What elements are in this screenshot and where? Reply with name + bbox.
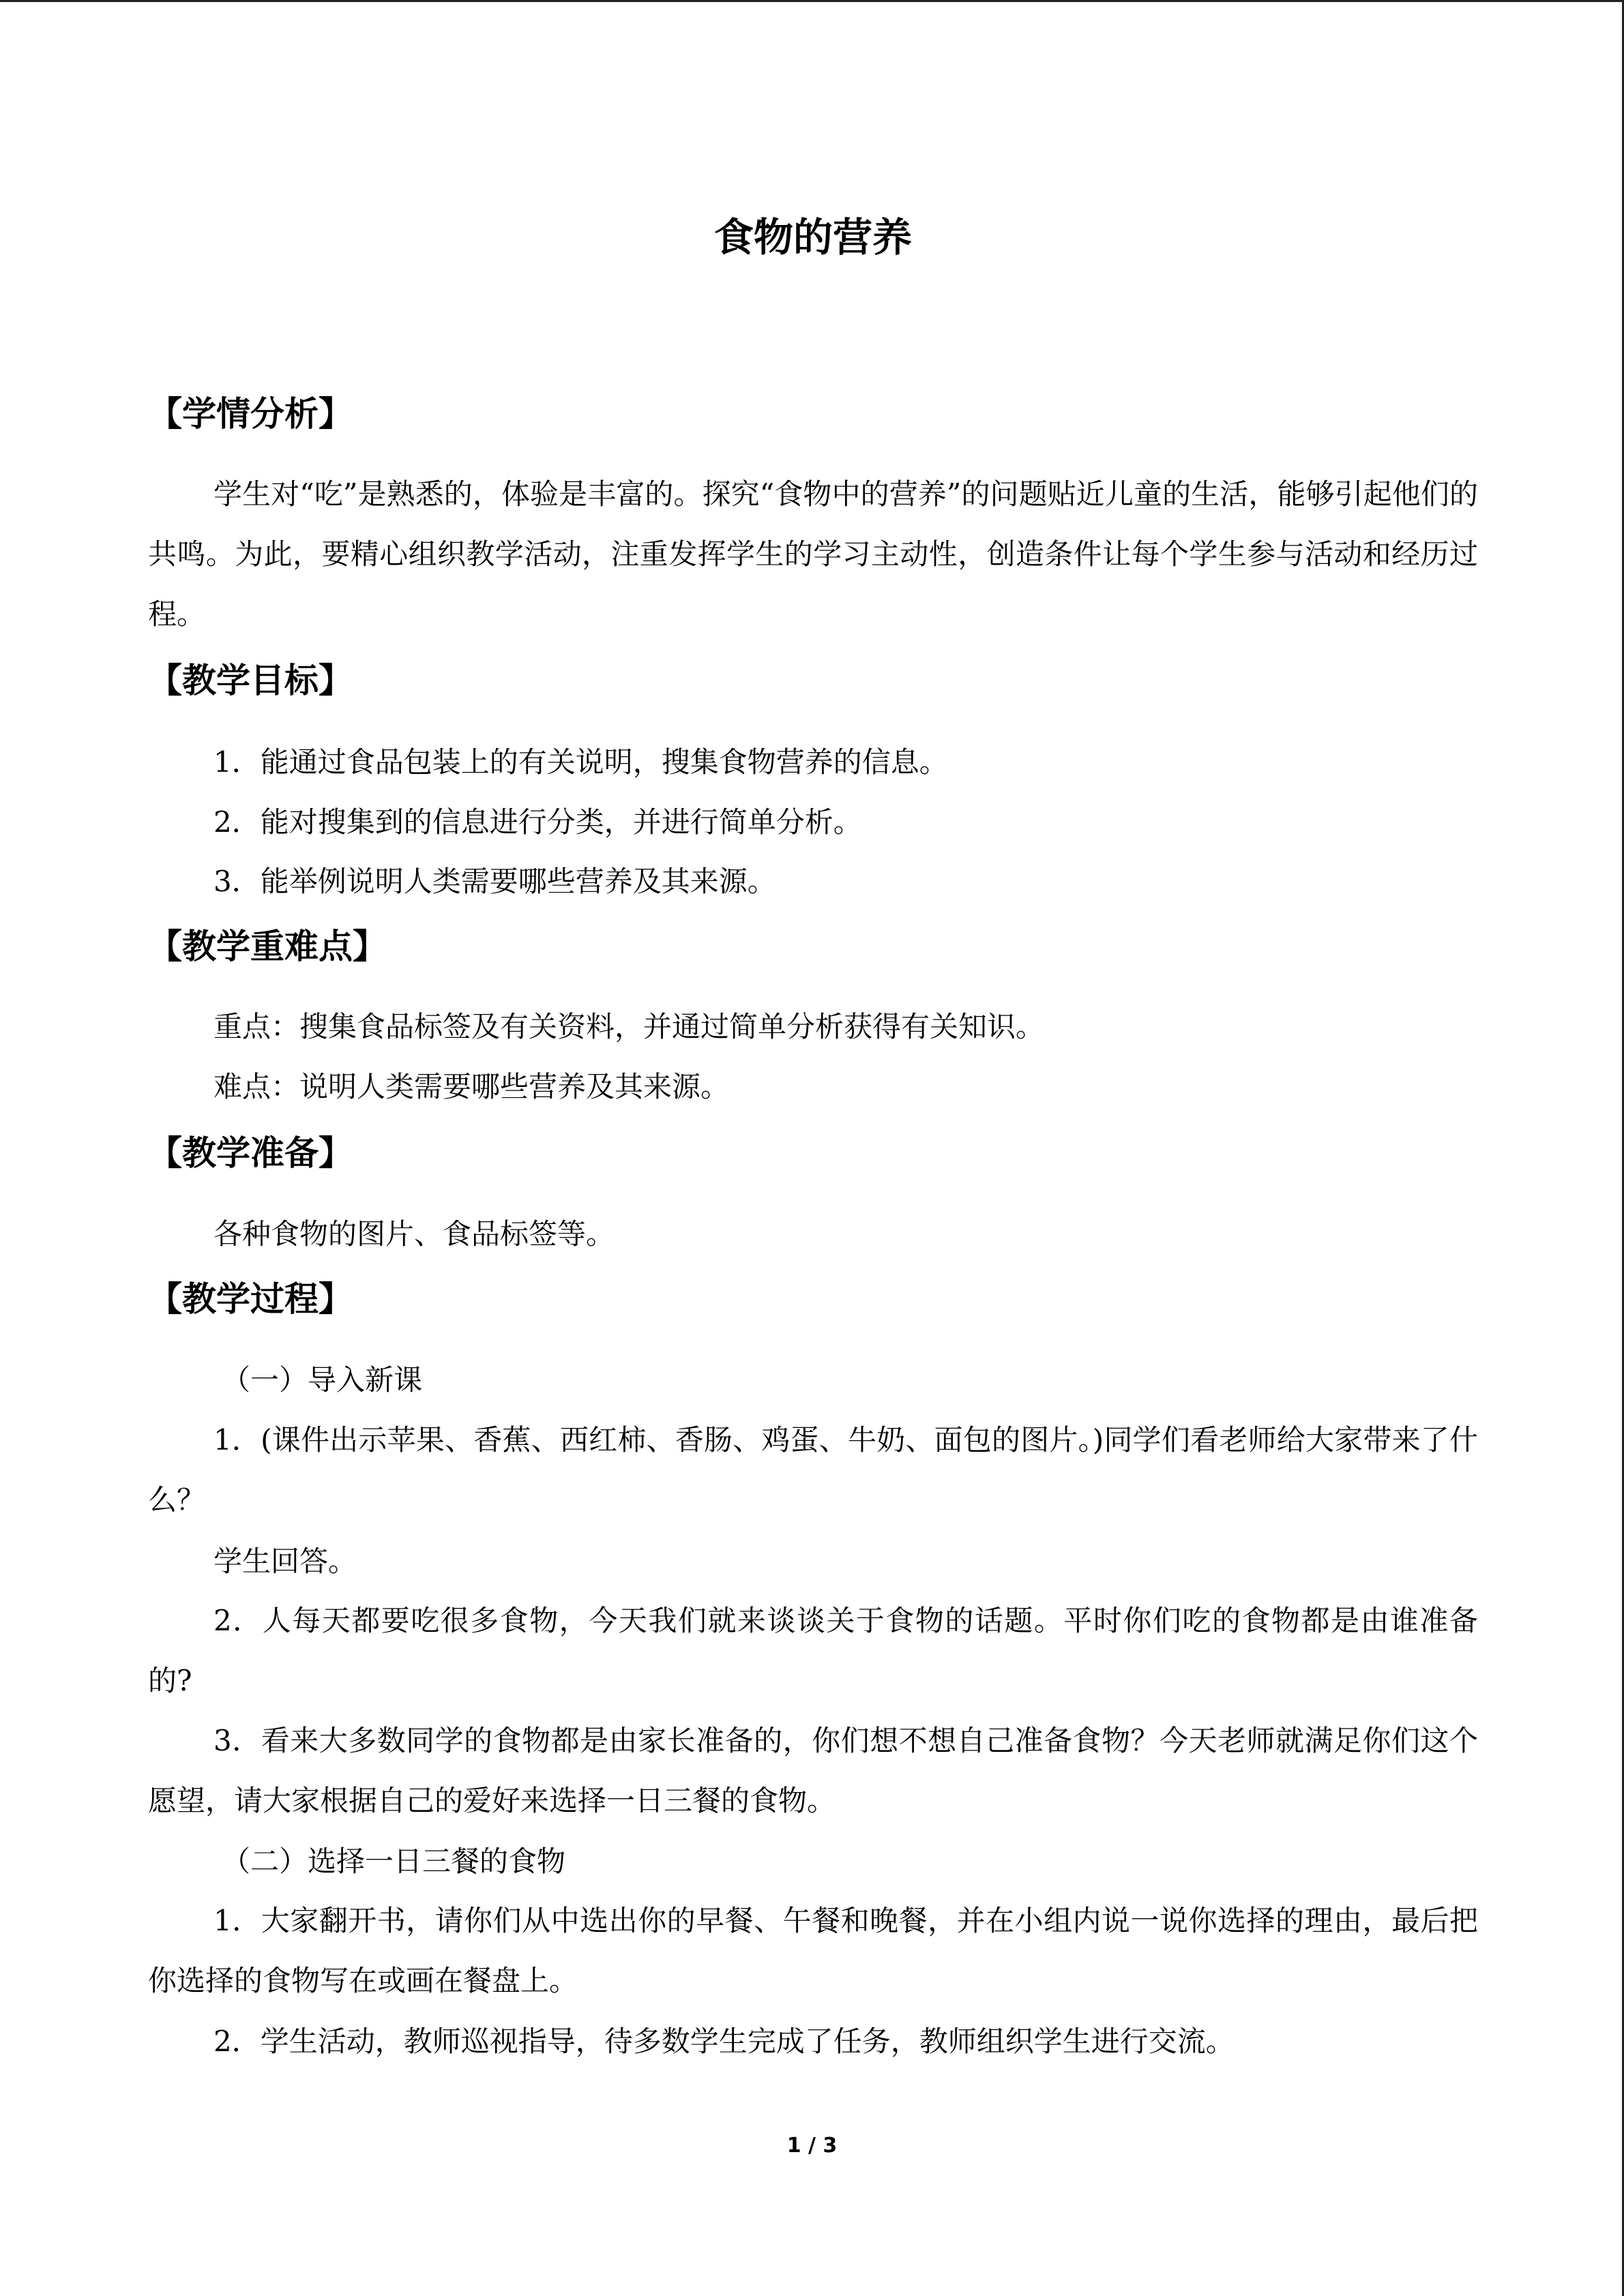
- process-paragraph-5: 1．大家翻开书，请你们从中选出你的早餐、午餐和晚餐，并在小组内说一说你选择的理由，最后把你选择的食物写在或画在餐盘上。: [148, 1904, 1478, 1997]
- heading-goals: 【教学目标】: [148, 661, 353, 700]
- goal-item-1: 1．能通过食品包装上的有关说明，搜集食物营养的信息。: [213, 745, 948, 779]
- process-paragraph-3: 2．人每天都要吃很多食物，今天我们就来谈谈关于食物的话题。平时你们吃的食物都是由谁准备的?: [148, 1604, 1478, 1697]
- preparation-text: 各种食物的图片、食品标签等。: [213, 1217, 615, 1251]
- process-paragraph-6: 2．学生活动，教师巡视指导，待多数学生完成了任务，教师组织学生进行交流。: [213, 2025, 1235, 2058]
- analysis-paragraph: 学生对“吃”是熟悉的，体验是丰富的。探究“食物中的营养”的问题贴近儿童的生活，能够引起他们的共鸣。为此，要精心组织教学活动，注重发挥学生的学习主动性，创造条件让每个学生参与活动和经历过程。: [148, 477, 1478, 631]
- process-paragraph-2: 学生回答。: [213, 1545, 357, 1578]
- heading-key-points: 【教学重难点】: [148, 927, 387, 966]
- heading-process: 【教学过程】: [148, 1279, 353, 1319]
- heading-preparation: 【教学准备】: [148, 1133, 353, 1173]
- goal-item-3: 3．能举例说明人类需要哪些营养及其来源。: [213, 865, 776, 898]
- page-border-top: [0, 0, 1624, 2]
- process-paragraph-1: 1．(课件出示苹果、香蕉、西红柿、香肠、鸡蛋、牛奶、面包的图片。)同学们看老师给大家带来了什么？: [148, 1423, 1478, 1517]
- process-paragraph-4: 3．看来大多数同学的食物都是由家长准备的，你们想不想自己准备食物？今天老师就满足你们这个愿望，请大家根据自己的爱好来选择一日三餐的食物。: [148, 1724, 1478, 1817]
- difficulty-text: 难点：说明人类需要哪些营养及其来源。: [213, 1070, 730, 1103]
- page-number: 1 / 3: [786, 2134, 838, 2158]
- document-title: 食物的营养: [713, 214, 912, 260]
- process-subheading-1: （一）导入新课: [222, 1363, 423, 1397]
- goal-item-2: 2．能对搜集到的信息进行分类，并进行简单分析。: [213, 805, 862, 839]
- process-subheading-2: （二）选择一日三餐的食物: [222, 1845, 566, 1878]
- heading-analysis: 【学情分析】: [148, 394, 353, 434]
- key-point-text: 重点：搜集食品标签及有关资料，并通过简单分析获得有关知识。: [213, 1010, 1045, 1043]
